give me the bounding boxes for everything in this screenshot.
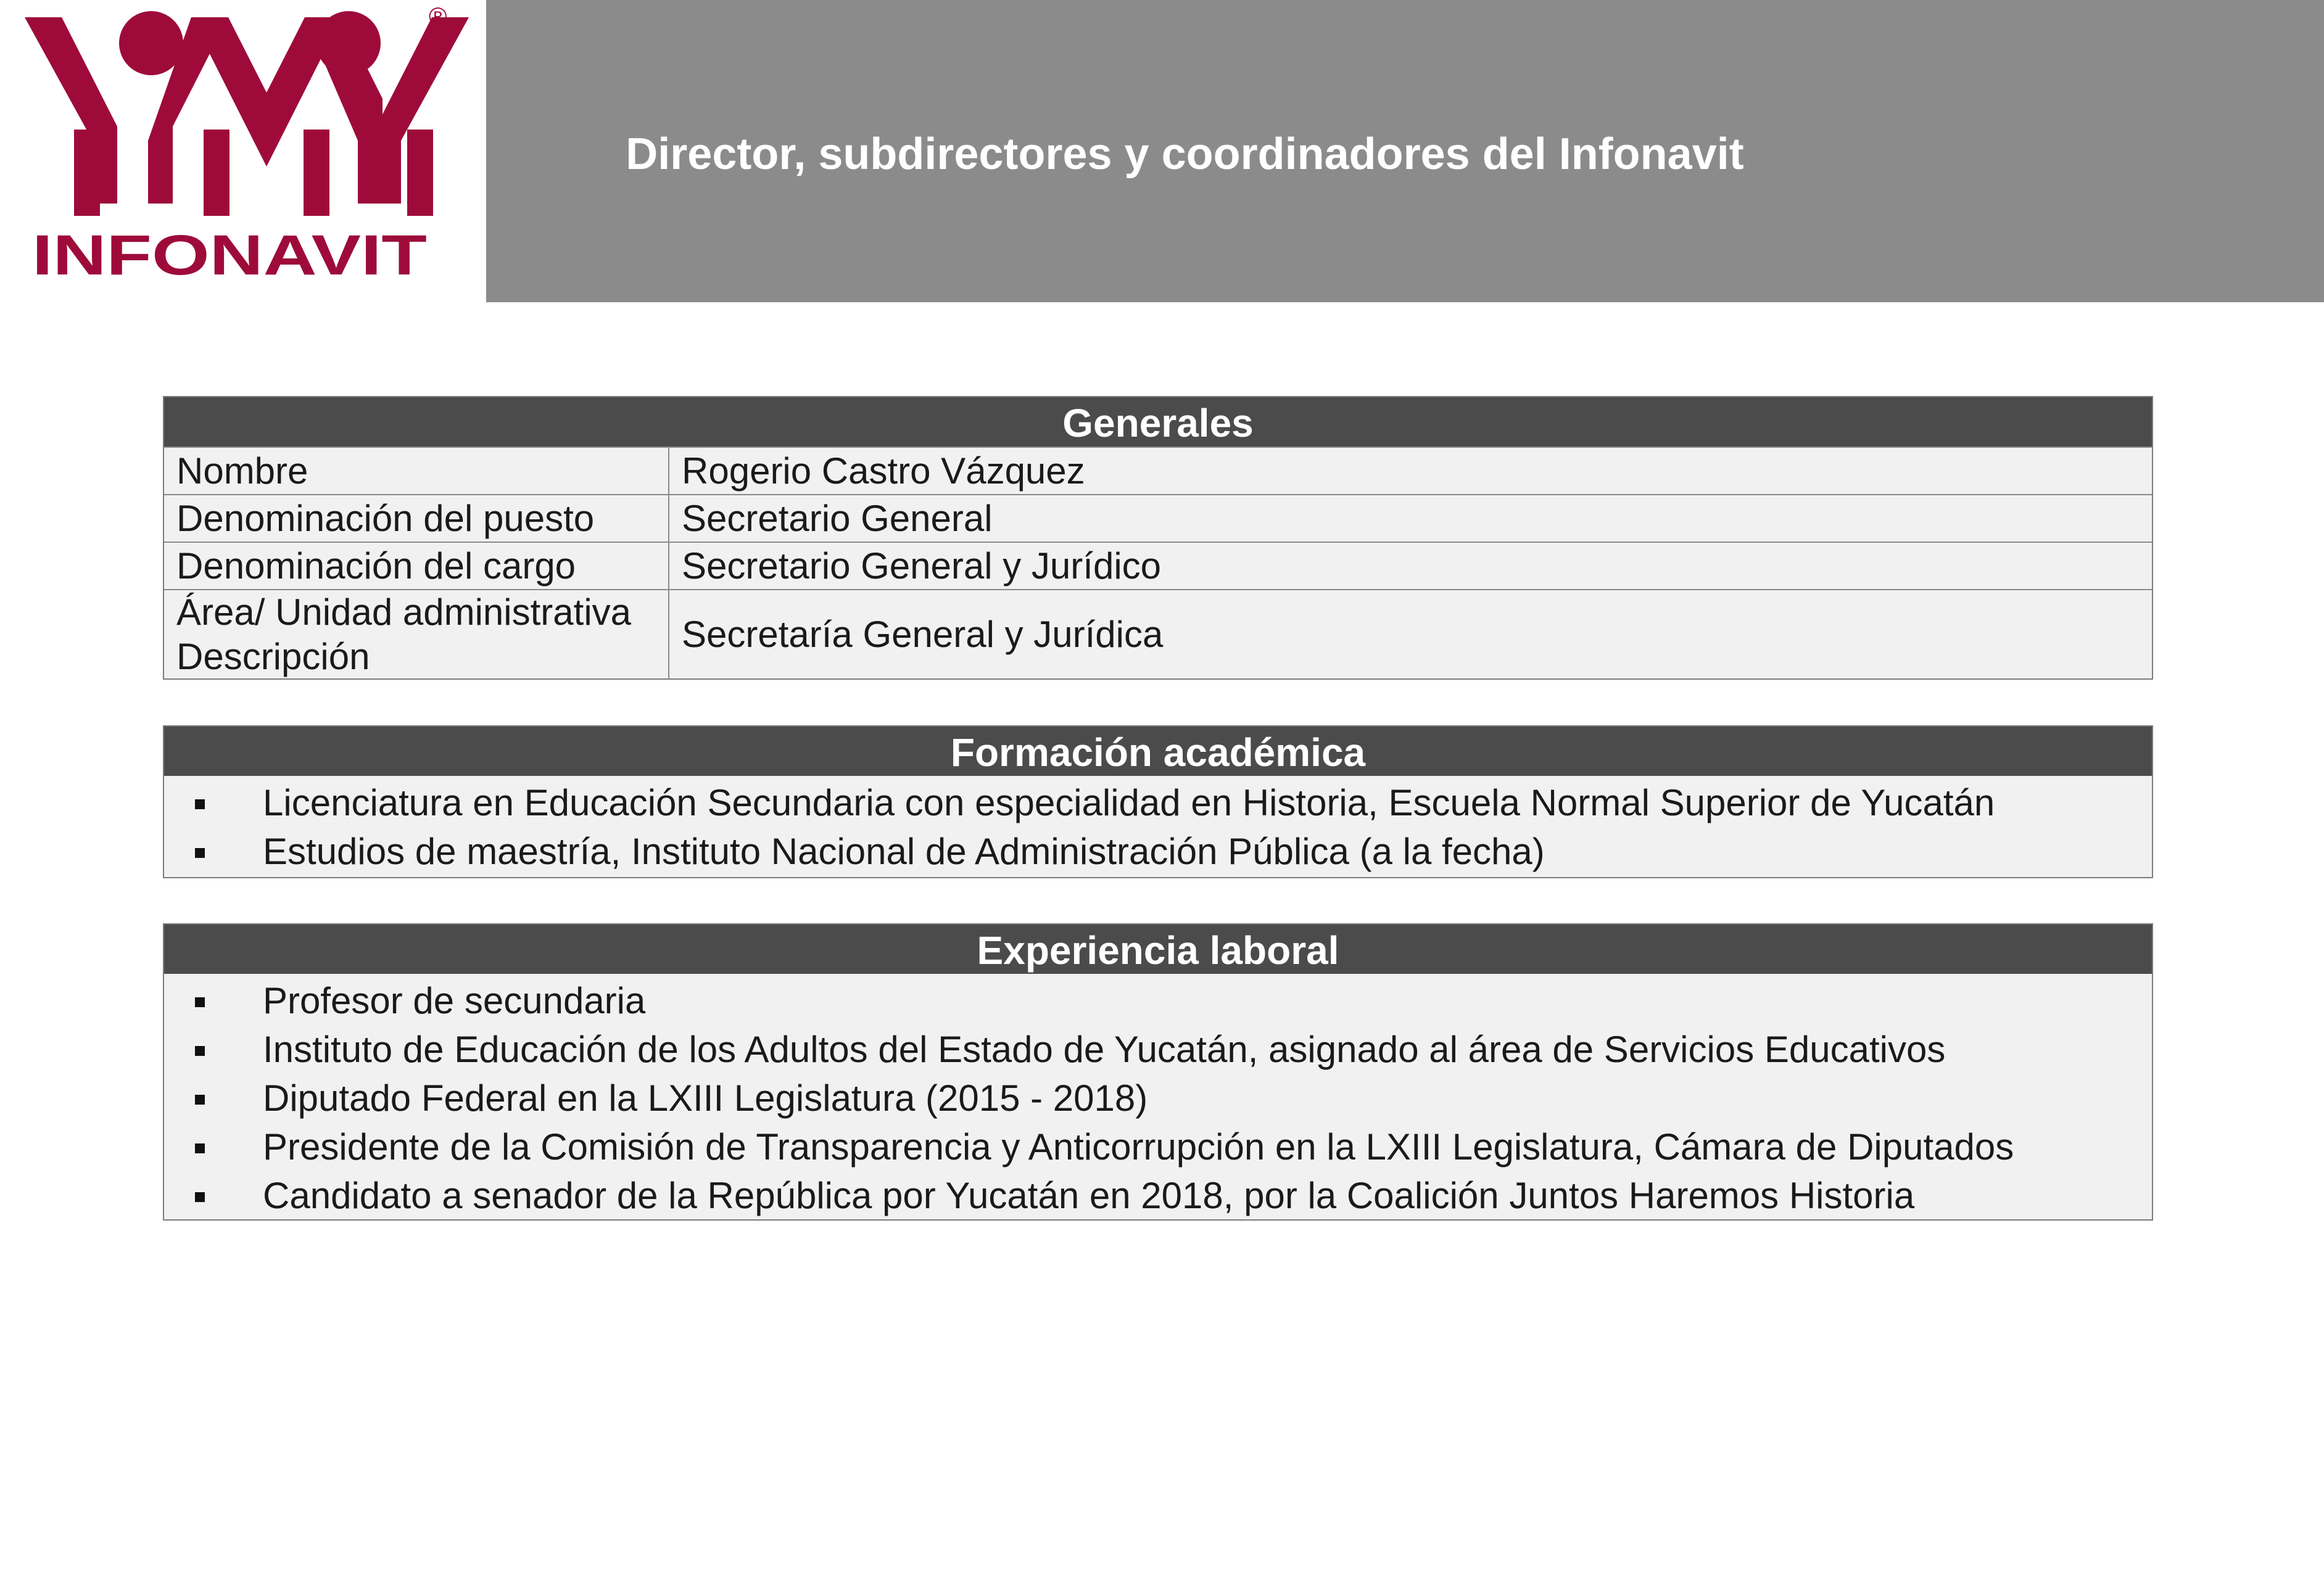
experiencia-heading: Experiencia laboral [164, 925, 2152, 974]
formacion-heading: Formación académica [164, 727, 2152, 776]
header-band [486, 0, 2324, 302]
bullet-square-icon [195, 799, 205, 809]
page-title: Director, subdirectores y coordinadores del Infonavit [626, 130, 1744, 179]
list-item-text: Diputado Federal en la LXIII Legislatura (2015 - 2018) [263, 1077, 1148, 1119]
row-value-nombre: Rogerio Castro Vázquez [669, 447, 2152, 495]
formacion-list [164, 776, 2152, 876]
table-row [164, 495, 2152, 542]
list-item [164, 1122, 2152, 1171]
formacion-section [163, 725, 2153, 878]
list-item [164, 976, 2152, 1025]
list-item-text: Estudios de maestría, Instituto Nacional de Administración Pública (a la fecha) [263, 831, 1545, 872]
list-item [164, 827, 2152, 876]
table-row [164, 447, 2152, 495]
bullet-square-icon [195, 997, 205, 1007]
list-item-text: Candidato a senador de la República por Yucatán en 2018, por la Coalición Juntos Haremos Historia [263, 1175, 1915, 1216]
registered-mark: ® [429, 3, 447, 30]
row-label-area [164, 590, 669, 679]
list-item-text: Profesor de secundaria [263, 980, 646, 1021]
infonavit-logo [25, 0, 469, 290]
list-item [164, 1025, 2152, 1074]
row-value-area: Secretaría General y Jurídica [669, 590, 2152, 679]
generales-section [163, 396, 2153, 680]
row-label-nombre: Nombre [164, 447, 669, 495]
table-row [164, 590, 2152, 679]
row-label-puesto: Denominación del puesto [164, 495, 669, 542]
list-item [164, 1171, 2152, 1220]
bullet-square-icon [195, 1192, 205, 1202]
bullet-square-icon [195, 1046, 205, 1056]
row-value-cargo: Secretario General y Jurídico [669, 542, 2152, 590]
row-label-area-line2: Descripción [176, 636, 370, 677]
list-item [164, 778, 2152, 827]
row-label-area-line1: Área/ Unidad administrativa [176, 591, 632, 633]
list-item-text: Instituto de Educación de los Adultos del Estado de Yucatán, asignado al área de Servicios Educativos [263, 1029, 1946, 1070]
generales-table [164, 447, 2152, 679]
row-label-cargo: Denominación del cargo [164, 542, 669, 590]
experiencia-section [163, 923, 2153, 1221]
bullet-square-icon [195, 1095, 205, 1105]
row-value-puesto: Secretario General [669, 495, 2152, 542]
bullet-square-icon [195, 1143, 205, 1153]
list-item [164, 1074, 2152, 1122]
table-row [164, 542, 2152, 590]
list-item-text: Licenciatura en Educación Secundaria con especialidad en Historia, Escuela Normal Superior de Yucatán [263, 782, 1995, 823]
logo-wordmark: INFONAVIT [32, 224, 427, 287]
bullet-square-icon [195, 848, 205, 858]
list-item-text: Presidente de la Comisión de Transparencia y Anticorrupción en la LXIII Legislatura, Cámara de Diputados [263, 1126, 2014, 1168]
generales-heading: Generales [164, 397, 2152, 447]
experiencia-list [164, 974, 2152, 1220]
